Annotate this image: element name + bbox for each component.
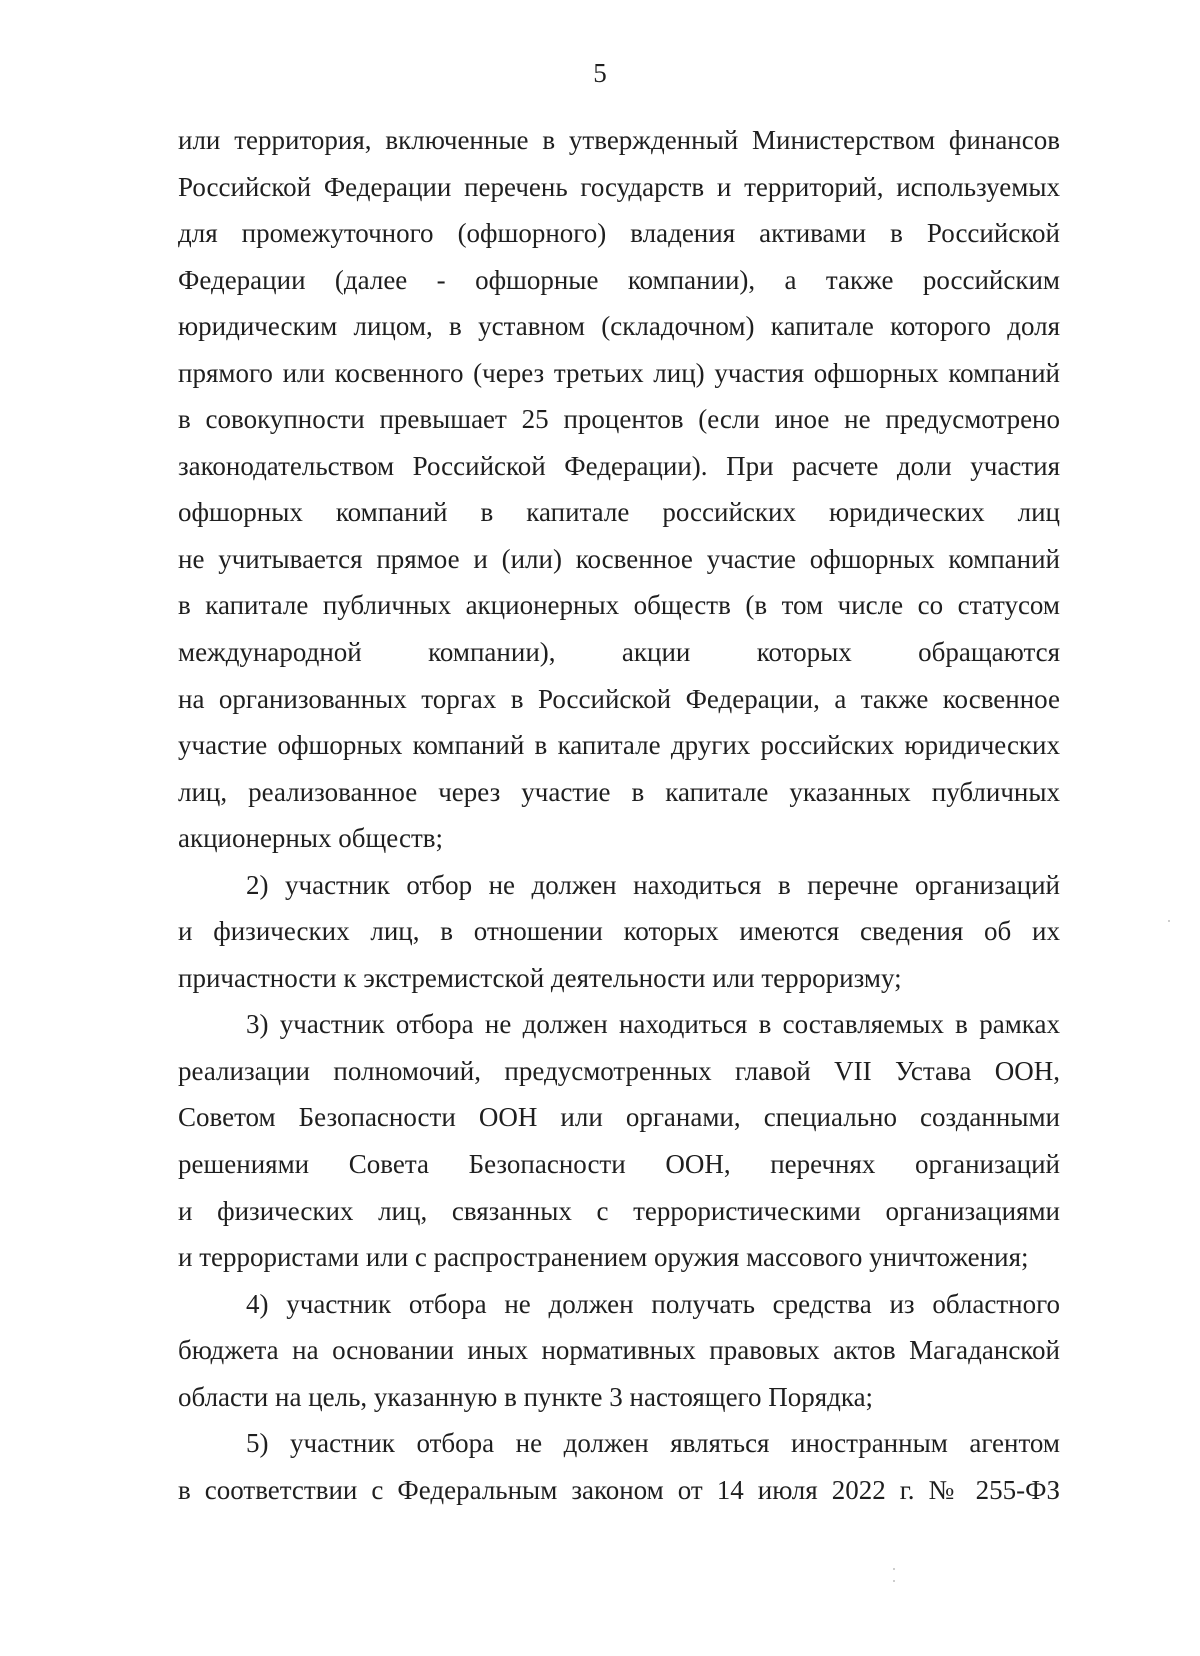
scan-speck [893, 1580, 895, 1582]
text-line: Советом Безопасности ООН или органами, специально созданными [178, 1102, 1060, 1133]
text-line: и физических лиц, связанных с террористическими организациями [178, 1195, 1060, 1226]
document-body [178, 117, 1060, 1513]
paragraph-start-line: 5) участник отбора не должен являться иностранным агентом [246, 1428, 1060, 1459]
text-line: в соответствии с Федеральным законом от 14 июля 2022 г. № 255-ФЗ [178, 1474, 1060, 1505]
text-line: участие офшорных компаний в капитале других российских юридических [178, 730, 1060, 761]
text-line: акционерных обществ; [178, 823, 443, 854]
text-line: в совокупности превышает 25 процентов (если иное не предусмотрено [178, 404, 1060, 435]
text-line: и физических лиц, в отношении которых имеются сведения об их [178, 916, 1060, 947]
text-line: международной компании), акции которых обращаются [178, 637, 1060, 668]
paragraph-start-line: 2) участник отбор не должен находиться в перечне организаций [246, 869, 1060, 900]
text-line: области на цель, указанную в пункте 3 настоящего Порядка; [178, 1381, 874, 1412]
text-line: или территория, включенные в утвержденный Министерством финансов [178, 125, 1060, 155]
scan-speck [1168, 920, 1170, 922]
text-line: юридическим лицом, в уставном (складочном) капитале которого доля [178, 311, 1060, 342]
text-line: Федерации (далее - офшорные компании), а также российским [178, 264, 1060, 295]
text-line: лиц, реализованное через участие в капитале указанных публичных [178, 776, 1060, 807]
text-line: прямого или косвенного (через третьих лиц) участия офшорных компаний [178, 357, 1060, 388]
text-line: решениями Совета Безопасности ООН, перечнях организаций [178, 1149, 1060, 1180]
text-line: офшорных компаний в капитале российских юридических лиц [178, 497, 1060, 528]
text-line: не учитывается прямое и (или) косвенное участие офшорных компаний [178, 543, 1060, 574]
paragraph-start-line: 4) участник отбора не должен получать средства из областного [246, 1288, 1060, 1319]
text-line: бюджета на основании иных нормативных правовых актов Магаданской [178, 1335, 1060, 1366]
text-line: для промежуточного (офшорного) владения активами в Российской [178, 218, 1060, 249]
text-line: Российской Федерации перечень государств и территорий, используемых [178, 171, 1060, 202]
text-line: причастности к экстремистской деятельности или терроризму; [178, 962, 902, 993]
scan-speck [893, 1568, 895, 1570]
paragraph-start-line: 3) участник отбора не должен находиться в составляемых в рамках [246, 1009, 1060, 1040]
text-line: и террористами или с распространением оружия массового уничтожения; [178, 1242, 1029, 1273]
text-line: на организованных торгах в Российской Федерации, а также косвенное [178, 683, 1060, 714]
page-number: 5 [593, 58, 607, 88]
text-line: законодательством Российской Федерации). При расчете доли участия [178, 450, 1060, 481]
text-line: реализации полномочий, предусмотренных главой VII Устава ООН, [178, 1055, 1060, 1086]
text-line: в капитале публичных акционерных обществ (в том числе со статусом [178, 590, 1060, 621]
